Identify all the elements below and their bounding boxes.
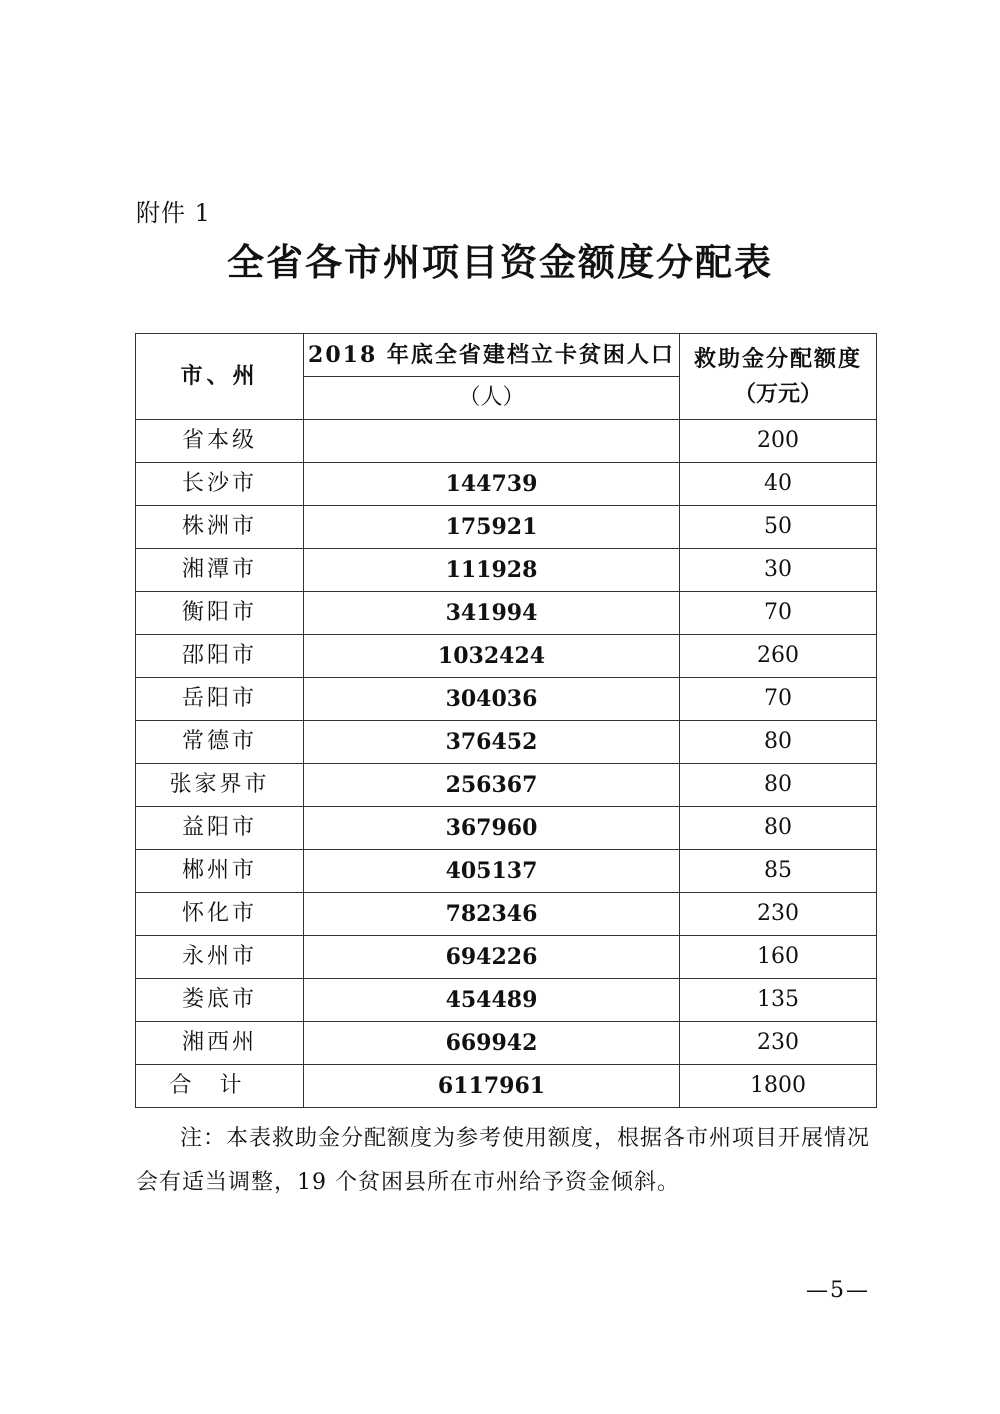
table-row	[136, 721, 877, 764]
table-row	[136, 764, 877, 807]
table-row	[136, 592, 877, 635]
page-title: 全省各市州项目资金额度分配表	[227, 241, 773, 284]
cell-population: 454489	[304, 979, 680, 1022]
cell-population: 1032424	[304, 635, 680, 678]
cell-city: 株洲市	[136, 506, 304, 549]
cell-city: 郴州市	[136, 850, 304, 893]
total-amount: 1800	[680, 1065, 877, 1108]
table-row	[136, 807, 877, 850]
cell-city: 常德市	[136, 721, 304, 764]
cell-amount: 80	[680, 764, 877, 807]
header-amount	[680, 334, 877, 420]
cell-population: 367960	[304, 807, 680, 850]
cell-city: 永州市	[136, 936, 304, 979]
cell-city: 益阳市	[136, 807, 304, 850]
table-row	[136, 420, 877, 463]
cell-city: 衡阳市	[136, 592, 304, 635]
table-note: 注：本表救助金分配额度为参考使用额度，根据各市州项目开展情况会有适当调整，19 个贫困县所在市州给予资金倾斜。	[136, 1126, 871, 1195]
cell-population: 694226	[304, 936, 680, 979]
cell-population: 175921	[304, 506, 680, 549]
table-row	[136, 1022, 877, 1065]
cell-population: 304036	[304, 678, 680, 721]
table-row	[136, 635, 877, 678]
table-row	[136, 979, 877, 1022]
page-number: —5—	[806, 1278, 870, 1303]
table-row	[136, 936, 877, 979]
cell-amount: 40	[680, 463, 877, 506]
cell-population: 782346	[304, 893, 680, 936]
table-row	[136, 506, 877, 549]
cell-amount: 30	[680, 549, 877, 592]
table-row	[136, 850, 877, 893]
cell-population: 405137	[304, 850, 680, 893]
cell-city: 省本级	[136, 420, 304, 463]
header-population: 2018 年底全省建档立卡贫困人口	[304, 334, 680, 377]
table-row	[136, 893, 877, 936]
cell-city: 湘西州	[136, 1022, 304, 1065]
cell-amount: 80	[680, 721, 877, 764]
allocation-table	[135, 333, 877, 1108]
cell-amount: 50	[680, 506, 877, 549]
attachment-label: 附件 1	[136, 199, 211, 227]
cell-amount: 160	[680, 936, 877, 979]
table-header-row	[136, 334, 877, 377]
table-total-row	[136, 1065, 877, 1108]
cell-amount: 200	[680, 420, 877, 463]
cell-amount: 230	[680, 893, 877, 936]
cell-population: 669942	[304, 1022, 680, 1065]
cell-city: 长沙市	[136, 463, 304, 506]
cell-population: 144739	[304, 463, 680, 506]
cell-city: 怀化市	[136, 893, 304, 936]
cell-amount: 260	[680, 635, 877, 678]
header-amount-unit: （万元）	[733, 380, 822, 407]
cell-population: 341994	[304, 592, 680, 635]
table-row	[136, 463, 877, 506]
cell-city: 湘潭市	[136, 549, 304, 592]
cell-city: 邵阳市	[136, 635, 304, 678]
table-row	[136, 549, 877, 592]
header-amount-label: 救助金分配额度	[693, 346, 862, 373]
cell-population	[304, 420, 680, 463]
cell-city: 岳阳市	[136, 678, 304, 721]
header-population-unit: （人）	[304, 377, 680, 420]
cell-population: 111928	[304, 549, 680, 592]
table-row	[136, 678, 877, 721]
cell-population: 256367	[304, 764, 680, 807]
cell-population: 376452	[304, 721, 680, 764]
cell-city: 娄底市	[136, 979, 304, 1022]
cell-city: 张家界市	[136, 764, 304, 807]
cell-amount: 85	[680, 850, 877, 893]
total-label: 合计	[136, 1065, 304, 1108]
header-city: 市、州	[136, 334, 304, 420]
cell-amount: 230	[680, 1022, 877, 1065]
cell-amount: 70	[680, 592, 877, 635]
cell-amount: 135	[680, 979, 877, 1022]
cell-amount: 70	[680, 678, 877, 721]
cell-amount: 80	[680, 807, 877, 850]
total-population: 6117961	[304, 1065, 680, 1108]
